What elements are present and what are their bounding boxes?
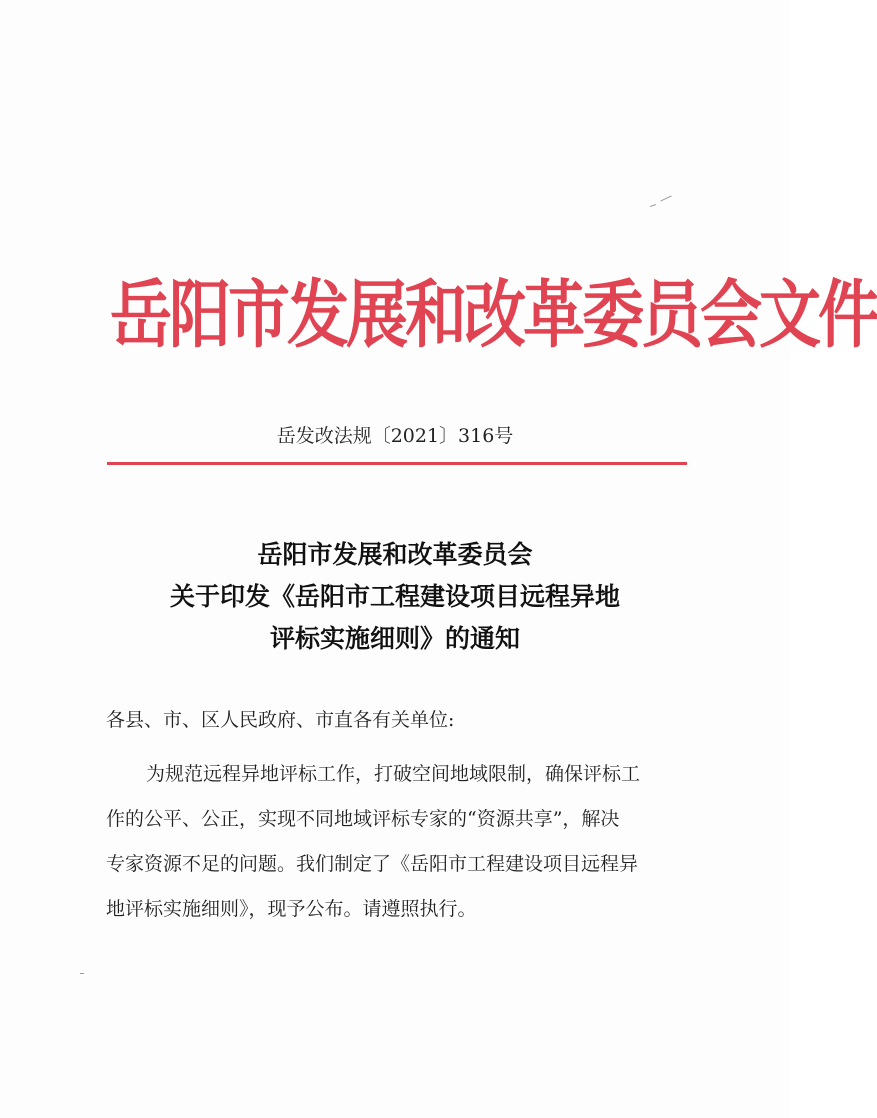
scan-speck	[80, 973, 84, 974]
red-divider-line	[107, 462, 687, 465]
document-number: 岳发改法规〔2021〕316号	[276, 425, 514, 447]
body-line: 作的公平、公正，实现不同地域评标专家的“资源共享”，解决	[106, 808, 620, 830]
scan-speck	[650, 204, 656, 207]
title-line: 关于印发《岳阳市工程建设项目远程异地	[169, 582, 620, 611]
body-paragraph	[106, 752, 686, 932]
body-line: 地评标实施细则》，现予公布。请遵照执行。	[106, 898, 477, 920]
body-line: 为规范远程异地评标工作，打破空间地域限制，确保评标工	[146, 763, 641, 785]
title-line: 岳阳市发展和改革委员会	[257, 540, 533, 569]
issuer-header: 岳阳市发展和改革委员会文件	[110, 271, 877, 358]
document-title	[0, 534, 790, 660]
title-line: 评标实施细则》的通知	[269, 624, 520, 653]
body-line: 专家资源不足的问题。我们制定了《岳阳市工程建设项目远程异	[106, 853, 639, 875]
scan-speck	[660, 196, 671, 202]
salutation: 各县、市、区人民政府、市直各有关单位:	[106, 709, 455, 731]
